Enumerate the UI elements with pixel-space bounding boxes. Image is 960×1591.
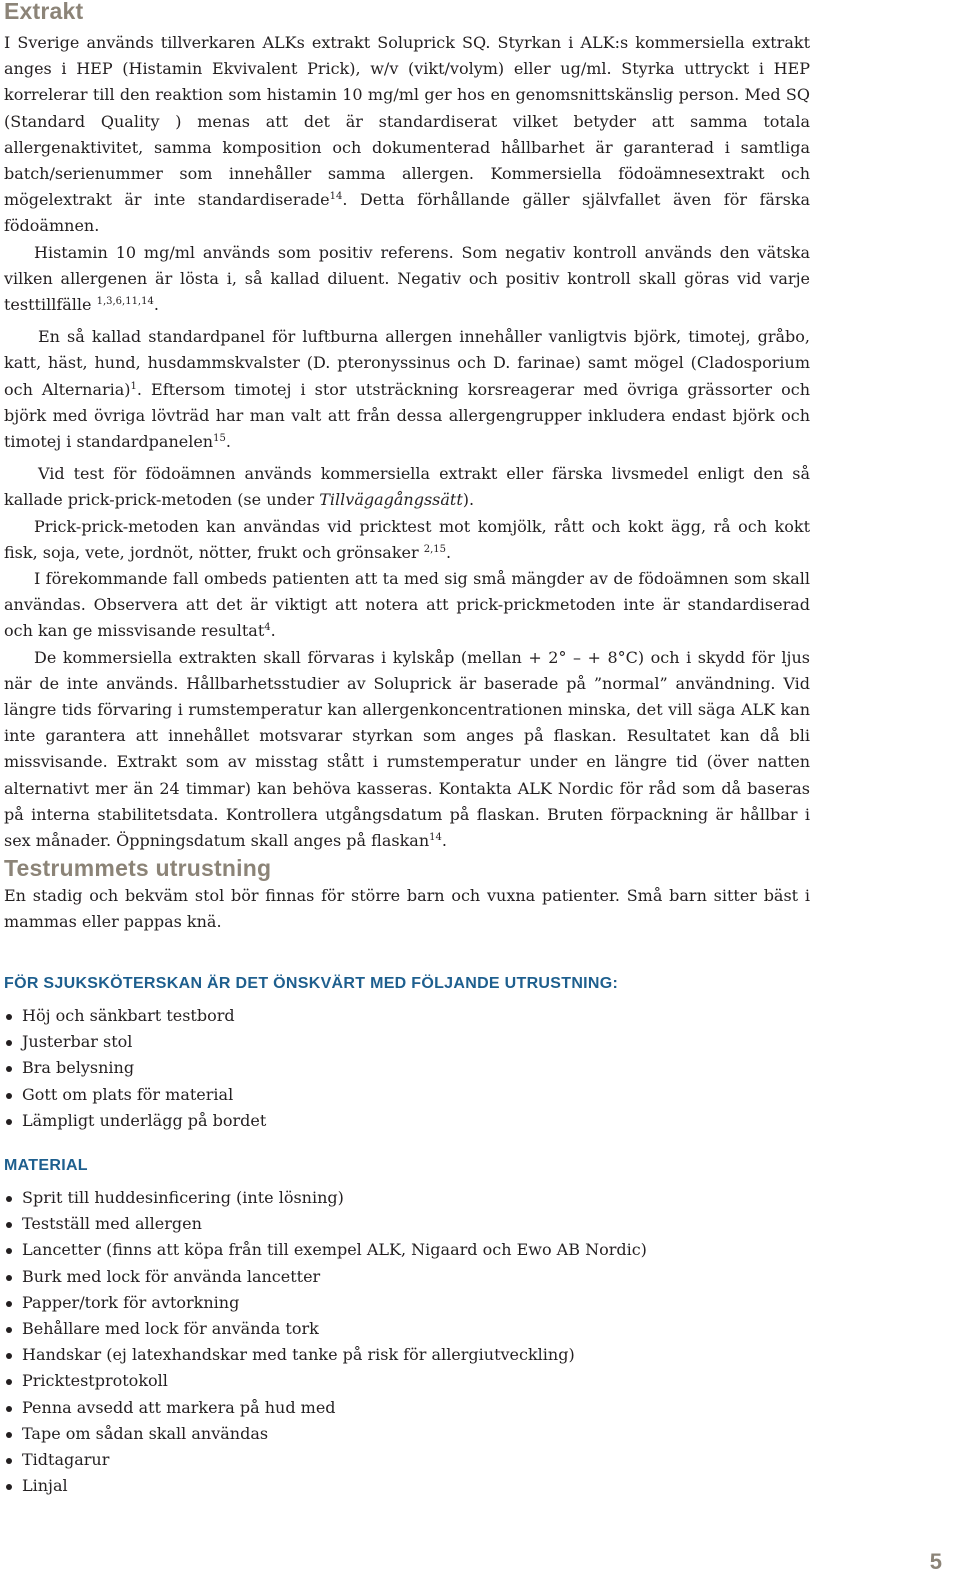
paragraph-1: I Sverige används tillverkaren ALKs extrakt Soluprick SQ. Styrkan i ALK:s kommersiella extrakt anges i HEP (Histamin Ekvivalent Prick), w/v (vikt/volym) eller ug/ml. Styrka uttryckt i HEP korrelerar till den reaktion som histamin 10 mg/ml ger hos en genomsnittskänslig person. Med SQ (Standard Quality ) menas att det är standardiserat vilket betyder att samma totala allergenaktivitet, samma komposition och dokumenterad hållbarhet är garanterad i samtliga batch/serienummer som innehåller samma allergen. Kommersiella födoämnesextrakt och mögelextrakt är inte standardiserade$^{14}$. Detta förhållande gäller självfallet även för färska födoämnen. bbox=[4, 33, 811, 236]
paragraph-2: Histamin 10 mg/ml används som positiv referens. Som negativ kontroll används den vätska vilken allergenen är lösta i, så kallad diluent. Negativ och positiv kontroll skall göras vid varje testtillfälle $^{1,3,6,11,14}$. bbox=[4, 242, 810, 315]
reference: 1,3,6,11,14 bbox=[96, 296, 154, 308]
paragraph-3: En så kallad standardpanel för luftburna allergen innehåller vanligtvis björk, timotej, gråbo, katt, häst, hund, husdammskvalster (D. pteronyssinus och D. farinae) samt mögel (Cladosporium och Alternaria)$^1$. Eftersom timotej i stor utsträckning korsreagerar med övriga grässorter och björk med övriga lövträd har man valt att från dessa allergengrupper inkludera endast björk och timotej i standardpanelen$^{15}$. bbox=[4, 327, 810, 452]
list-item: Linjal bbox=[4, 1473, 647, 1499]
reference: 4 bbox=[264, 622, 271, 634]
list-item: Lancetter (finns att köpa från till exempel ALK, Nigaard och Ewo AB Nordic) bbox=[4, 1237, 647, 1263]
reference: 1 bbox=[130, 380, 137, 392]
list-item: Penna avsedd att markera på hud med bbox=[4, 1395, 647, 1421]
paragraph-7: De kommersiella extrakten skall förvaras i kylskåp (mellan + 2° – + 8°C) och i skydd för ljus när de inte används. Hållbarhetsstudier av Soluprick är baserade på ”normal” användning. Vid längre tids förvaring i rumstemperatur kan allergenkoncentrationen minska, det vill säga ALK kan inte garantera att innehållet motsvarar styrkan som anges på flaskan. Resultatet kan då bli missvisande. Extrakt som av misstag stått i rumstemperatur under en längre tid (över natten alternativt mer än 24 timmar) kan behöva kasseras. Kontakta ALK Nordic för råd som då baseras på interna stabilitetsdata. Kontrollera utgångsdatum på flaskan. Bruten förpackning är hållbar i sex månader. Öppningsdatum skall anges på flaskan$^{14}$. bbox=[4, 647, 810, 851]
reference: 14 bbox=[429, 832, 442, 844]
list-item: Höj och sänkbart testbord bbox=[4, 1003, 266, 1029]
extrakt-body bbox=[4, 30, 810, 854]
reference: 2,15 bbox=[423, 543, 447, 555]
list-item: Burk med lock för använda lancetter bbox=[4, 1264, 647, 1290]
list-item: Sprit till huddesinficering (inte lösning) bbox=[4, 1185, 647, 1211]
list-item: Lämpligt underlägg på bordet bbox=[4, 1108, 266, 1134]
paragraph-6: I förekommande fall ombeds patienten att ta med sig små mängder av de födoämnen som skall användas. Observera att det är viktigt att notera att prick-prickmetoden inte är standardiserad och kan ge missvisande resultat$^4$. bbox=[4, 569, 810, 641]
testrum-heading: Testrummets utrustning bbox=[4, 855, 272, 881]
list-item: Gott om plats för material bbox=[4, 1082, 266, 1108]
list-item: Bra belysning bbox=[4, 1055, 266, 1081]
list-item: Behållare med lock för använda tork bbox=[4, 1316, 647, 1342]
material-heading: MATERIAL bbox=[4, 1157, 88, 1174]
list-item: Pricktestprotokoll bbox=[4, 1368, 647, 1394]
extrakt-heading: Extrakt bbox=[4, 0, 84, 24]
list-item: Papper/tork för avtorkning bbox=[4, 1290, 647, 1316]
list-item: Justerbar stol bbox=[4, 1029, 266, 1055]
material-list bbox=[4, 1185, 647, 1499]
reference: 15 bbox=[213, 433, 226, 445]
list-item: Testställ med allergen bbox=[4, 1211, 647, 1237]
nurse-equipment-heading: FÖR SJUKSKÖTERSKAN ÄR DET ÖNSKVÄRT MED FÖLJANDE UTRUSTNING: bbox=[4, 975, 619, 992]
page-number: 5 bbox=[929, 1549, 942, 1574]
nurse-equipment-list bbox=[4, 1003, 266, 1134]
reference: 14 bbox=[329, 191, 343, 203]
list-item: Tape om sådan skall användas bbox=[4, 1421, 647, 1447]
paragraph-4: Vid test för födoämnen används kommersiella extrakt eller färska livsmedel enligt den så kallade prick-prick-metoden (se under Tillvägagångssätt). bbox=[4, 464, 810, 510]
paragraph-5: Prick-prick-metoden kan användas vid pricktest mot komjölk, rått och kokt ägg, rå och kokt fisk, soja, vete, jordnöt, nötter, frukt och grönsaker $^{2,15}$. bbox=[4, 516, 810, 562]
list-item: Tidtagarur bbox=[4, 1447, 647, 1473]
list-item: Handskar (ej latexhandskar med tanke på risk för allergiutveckling) bbox=[4, 1342, 647, 1368]
testrum-intro: En stadig och bekväm stol bör finnas för större barn och vuxna patienter. Små barn sitter bäst i mammas eller pappas knä. bbox=[4, 886, 810, 932]
